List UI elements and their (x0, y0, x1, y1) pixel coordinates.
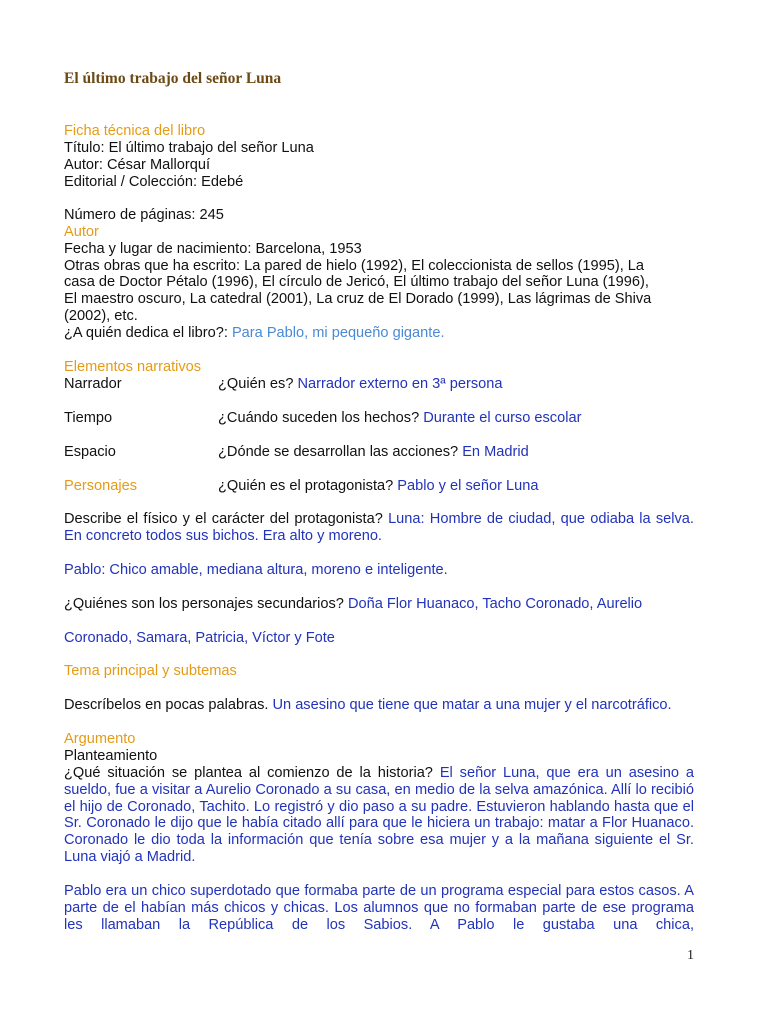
dedicatoria-value: Para Pablo, mi pequeño gigante. (231, 325, 445, 341)
elemento-question: ¿Quién es el protagonista? (218, 478, 398, 494)
elemento-answer: En Madrid (462, 444, 529, 460)
ficha-titulo: Título: El último trabajo del señor Luna (64, 140, 314, 156)
tema-heading: Tema principal y subtemas (64, 663, 237, 679)
argumento-paragraph-2: Pablo era un chico superdotado que formaba parte de un programa especial para estos casos. A parte de el habían más chicos y chicas. Los alumnos que no formaban parte de ese programa les llamaban la República de los Sabios. A Pablo le gustaba una chica, (64, 883, 694, 933)
pablo-description: Pablo: Chico amable, mediana altura, moreno e inteligente. (64, 562, 448, 578)
elemento-label: Narrador (64, 376, 122, 392)
secundarios-answer-2: Coronado, Samara, Patricia, Víctor y Fote (64, 630, 335, 646)
autor-obras-line-3: El maestro oscuro, La catedral (2001), La cruz de El Dorado (1999), Las lágrimas de Shiva (64, 291, 652, 307)
autor-obras-line-2: casa de Doctor Pétalo (1996), El círculo de Jericó, El último trabajo del señor Luna (1996), (64, 274, 649, 290)
tema-question: Descríbelos en pocas palabras. (64, 697, 273, 713)
elemento-answer: Pablo y el señor Luna (397, 478, 539, 494)
argumento-question: ¿Qué situación se plantea al comienzo de la historia? (64, 765, 440, 781)
elemento-espacio (64, 444, 694, 461)
tema-paragraph (64, 697, 694, 714)
argumento-paragraph-1 (64, 765, 694, 866)
dedicatoria (64, 325, 445, 342)
argumento-answer: El señor Luna, que era un asesino a sueldo, fue a visitar a Aurelio Coronado a su casa, en medio de la selva amazónica. Allí lo recibió el hijo de Coronado, Tachito. Lo registró y dio paso a su padre. Estuvieron hablando hasta que el Sr. Coronado le dijo que le había citado allí para que le hiciera un trabajo: matar a Flor Huanaco. Coronado le dio toda la información que tenía sobre esa mujer y a la mañana siguiente el Sr. Luna viajó a Madrid. (64, 765, 695, 865)
elemento-question: ¿Quién es? (218, 376, 298, 392)
tema-answer: Un asesino que tiene que matar a una mujer y el narcotráfico. (272, 697, 672, 713)
elemento-personajes (64, 478, 694, 495)
elemento-answer: Durante el curso escolar (423, 410, 582, 426)
autor-obras-line-4: (2002), etc. (64, 308, 138, 324)
elemento-label: Tiempo (64, 410, 113, 426)
elemento-answer: Narrador externo en 3ª persona (297, 376, 503, 392)
elemento-narrador (64, 376, 694, 393)
autor-heading: Autor (64, 224, 99, 240)
document-title: El último trabajo del señor Luna (64, 70, 282, 87)
dedicatoria-label: ¿A quién dedica el libro?: (64, 325, 232, 341)
argumento-heading: Argumento (64, 731, 136, 747)
ficha-paginas (64, 207, 224, 224)
elemento-question: ¿Dónde se desarrollan las acciones? (218, 444, 463, 460)
secundarios-answer-1: Doña Flor Huanaco, Tacho Coronado, Aurelio (347, 596, 643, 612)
elementos-heading: Elementos narrativos (64, 359, 202, 375)
secundarios-question: ¿Quiénes son los personajes secundarios? (64, 596, 348, 612)
describe-question: Describe el físico y el carácter del protagonista? (64, 511, 389, 527)
elemento-label: Espacio (64, 444, 116, 460)
elemento-tiempo (64, 410, 694, 427)
elemento-question: ¿Cuándo suceden los hechos? (218, 410, 424, 426)
ficha-autor: Autor: César Mallorquí (64, 157, 210, 173)
paginas-label: Número de páginas: (64, 207, 200, 223)
autor-obras-line-1: Otras obras que ha escrito: La pared de hielo (1992), El coleccionista de sellos (1995), La (64, 258, 645, 274)
elemento-label: Personajes (64, 478, 138, 494)
autor-fecha: Fecha y lugar de nacimiento: Barcelona, 1953 (64, 241, 362, 257)
describe-answer: Luna: Hombre de ciudad, que odiaba la selva. En concreto todos sus bichos. Era alto y moreno. (64, 511, 694, 544)
page-number: 1 (687, 948, 694, 963)
ficha-editorial: Editorial / Colección: Edebé (64, 174, 244, 190)
ficha-heading: Ficha técnica del libro (64, 123, 206, 139)
secundarios-line-1 (64, 596, 642, 613)
paginas-value: 245 (199, 207, 224, 223)
argumento-subheading: Planteamiento (64, 748, 158, 764)
describe-paragraph (64, 511, 694, 545)
